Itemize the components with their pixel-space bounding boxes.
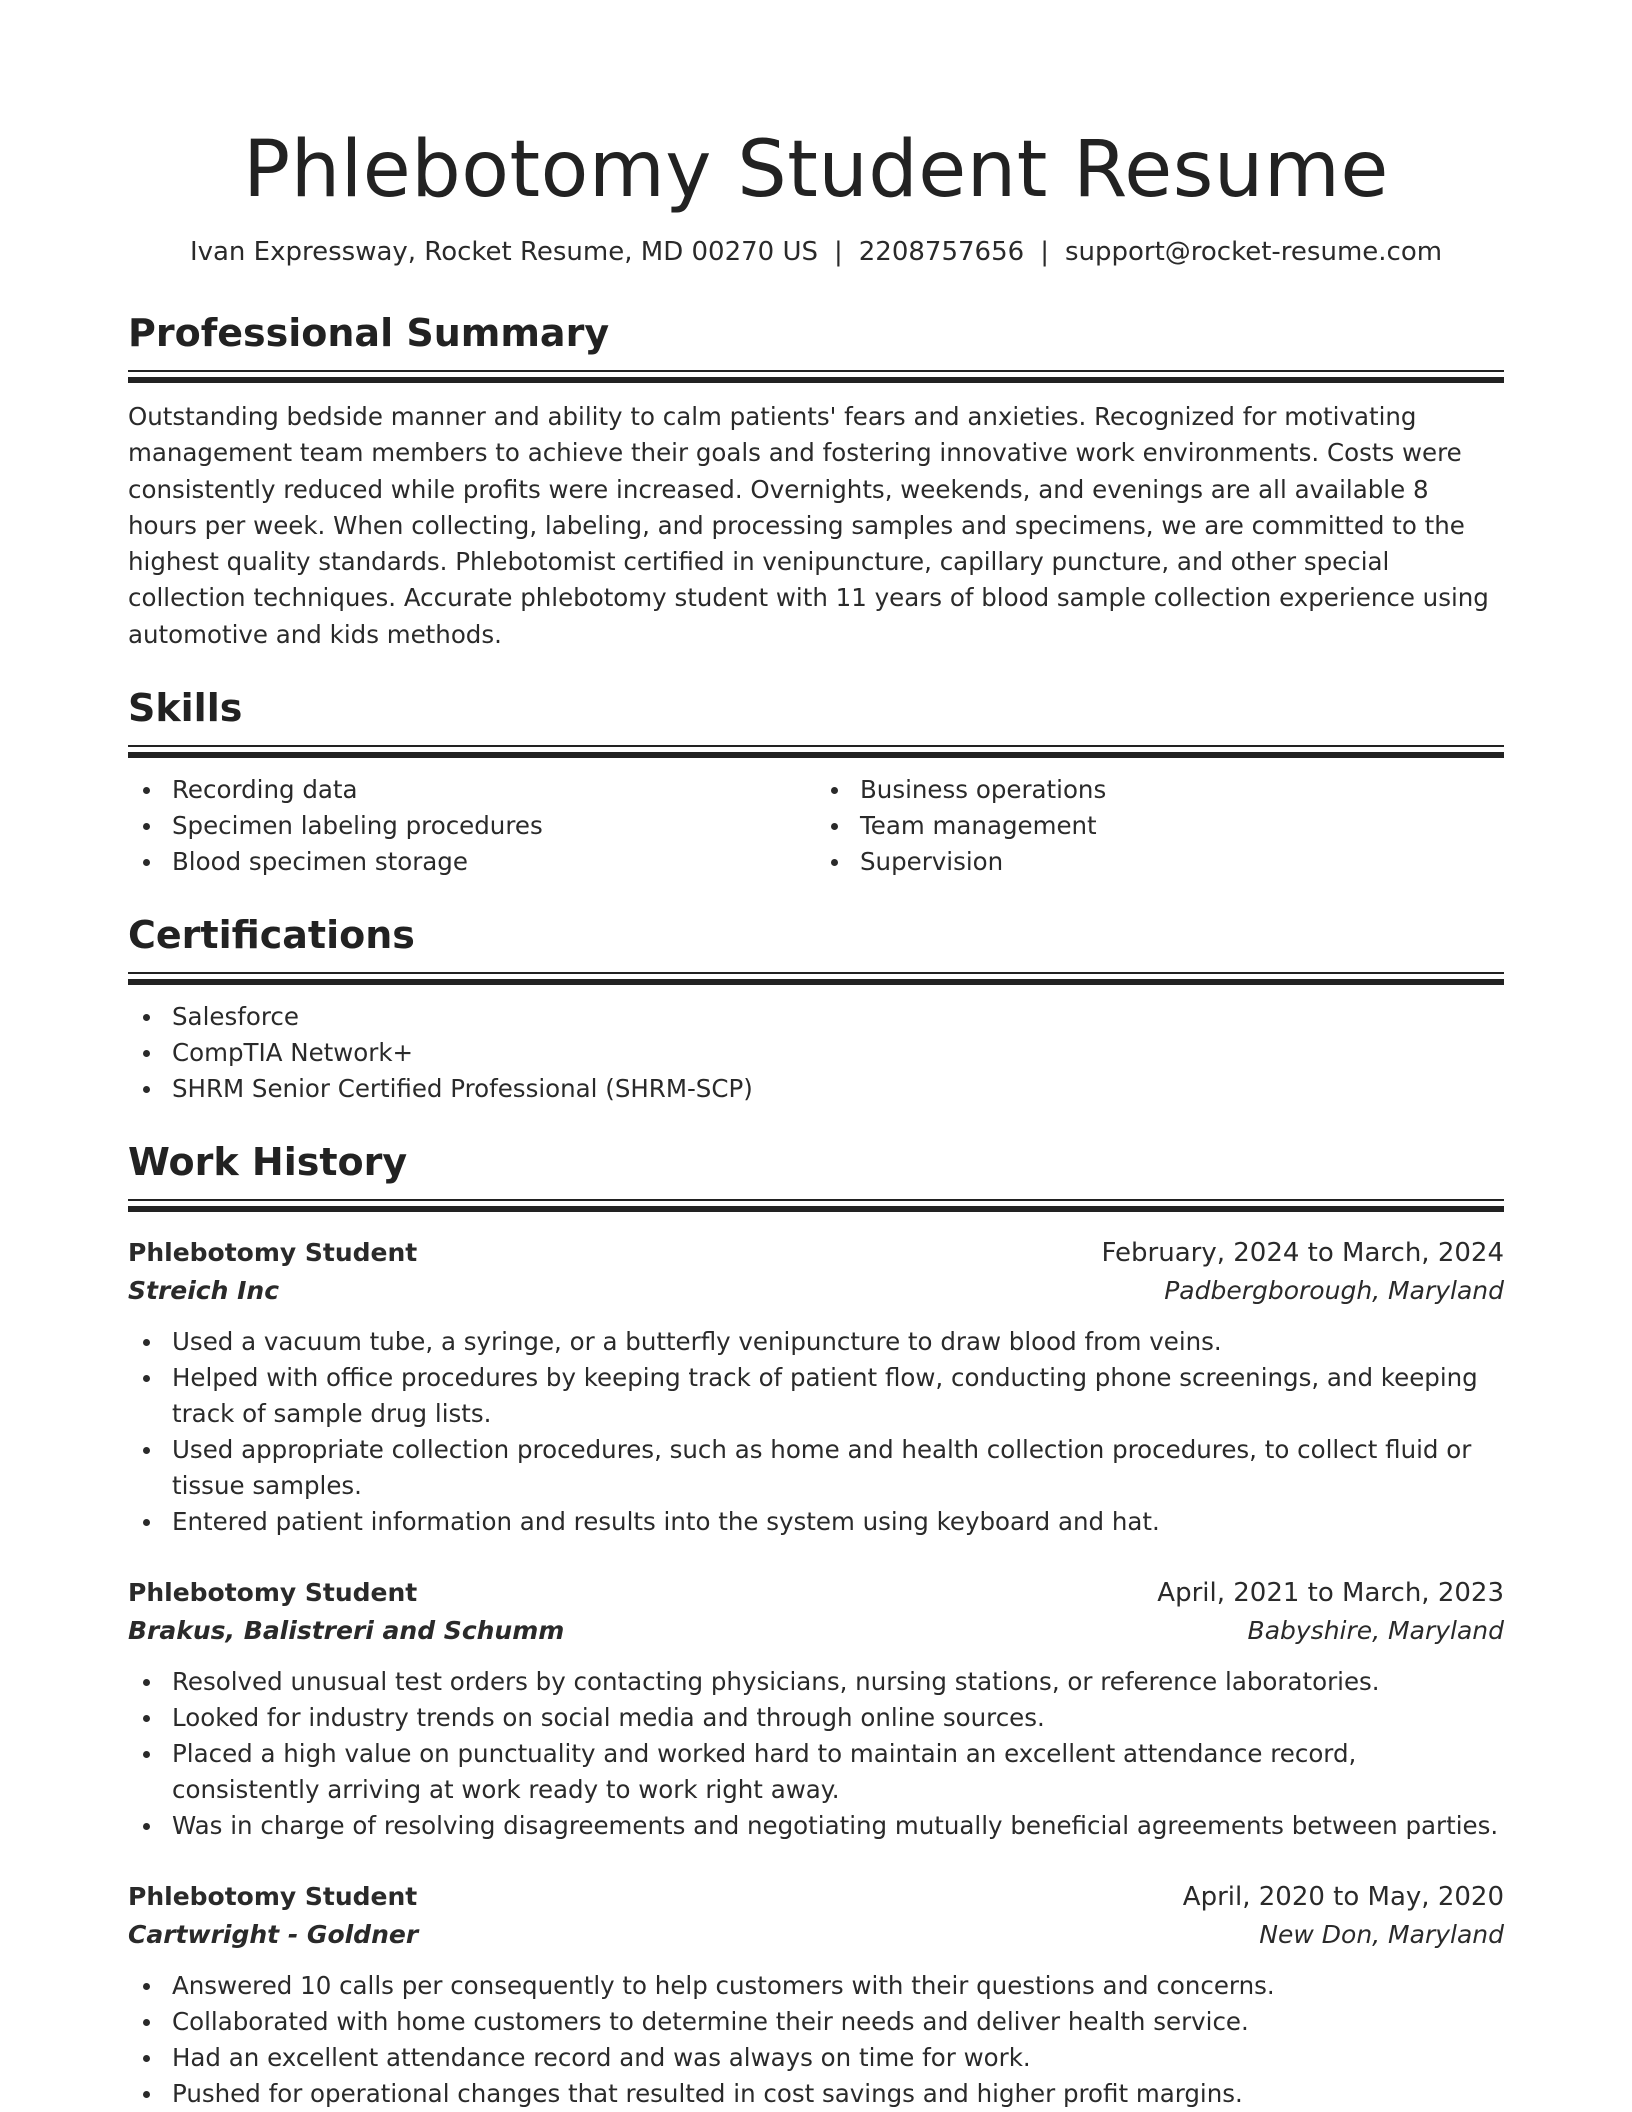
job-company-row [128, 1612, 1504, 1650]
contact-line [128, 234, 1504, 270]
job-location: Padbergborough, Maryland [1164, 1276, 1504, 1306]
skill-item: Supervision [816, 844, 1504, 880]
section-title-certifications: Certifications [128, 913, 415, 958]
certifications-list [128, 999, 1504, 1107]
summary-text: Outstanding bedside manner and ability to calm patients' fears and anxieties. Recognized for motivating management team members to achieve their goals and fostering innovative work environments. Costs were consistently reduced while profits were increased. Overnights, weekends, and evenings are all available 8 hours per week. When collecting, labeling, and processing samples and specimens, we are committed to the highest quality standards. Phlebotomist certified in venipuncture, capillary puncture, and other special collection techniques. Accurate phlebotomy student with 11 years of blood sample collection experience using automotive and kids methods. [128, 402, 1489, 649]
skill-item: Specimen labeling procedures [128, 808, 816, 844]
job-entry [128, 1878, 1504, 2112]
job-company-row [128, 1916, 1504, 1954]
job-duty-item: Collaborated with home customers to determine their needs and deliver health service. [128, 2004, 1504, 2040]
work-history-section [128, 1137, 1504, 2112]
job-entry [128, 1234, 1504, 1540]
contact-separator: | [834, 237, 843, 267]
skills-list-right [816, 772, 1504, 880]
certification-item: Salesforce [128, 999, 1504, 1035]
job-dates: April, 2020 to May, 2020 [1182, 1882, 1504, 1913]
skills-grid [128, 772, 1504, 880]
job-duty-item: Used appropriate collection procedures, such as home and health collection procedures, to collect fluid or tissue samples. [128, 1432, 1504, 1504]
certification-item: CompTIA Network+ [128, 1035, 1504, 1071]
email: support@rocket-resume.com [1064, 237, 1443, 267]
section-title-summary: Professional Summary [128, 311, 610, 355]
section-title-skills: Skills [128, 686, 243, 731]
job-duty-item: Answered 10 calls per consequently to help customers with their questions and concerns. [128, 1968, 1504, 2004]
certification-item: SHRM Senior Certified Professional (SHRM-SCP) [128, 1071, 1504, 1107]
section-divider [128, 745, 1504, 758]
section-divider [128, 1199, 1504, 1212]
job-title: Phlebotomy Student [128, 1882, 418, 1912]
job-location: Babyshire, Maryland [1247, 1616, 1504, 1646]
section-divider [128, 370, 1504, 383]
job-company-row [128, 1272, 1504, 1310]
job-entry [128, 1574, 1504, 1844]
job-duty-item: Used a vacuum tube, a syringe, or a butterfly venipuncture to draw blood from veins. [128, 1324, 1504, 1360]
skills-section [128, 683, 1504, 880]
page-title: Phlebotomy Student Resume [243, 125, 1389, 215]
job-duties-list [128, 1968, 1504, 2112]
skill-item: Team management [816, 808, 1504, 844]
job-duties-list [128, 1664, 1504, 1844]
job-duty-item: Entered patient information and results into the system using keyboard and hat. [128, 1504, 1504, 1540]
job-duty-item: Was in charge of resolving disagreements and negotiating mutually beneficial agreements between parties. [128, 1808, 1504, 1844]
section-divider [128, 972, 1504, 985]
job-duty-item: Pushed for operational changes that resulted in cost savings and higher profit margins. [128, 2076, 1504, 2112]
job-duty-item: Looked for industry trends on social media and through online sources. [128, 1700, 1504, 1736]
section-title-work-history: Work History [128, 1140, 408, 1185]
job-duty-item: Placed a high value on punctuality and worked hard to maintain an excellent attendance record, consistently arriving at work ready to work right away. [128, 1736, 1504, 1808]
job-duty-item: Helped with office procedures by keeping track of patient flow, conducting phone screenings, and keeping track of sample drug lists. [128, 1360, 1504, 1432]
skills-list-left [128, 772, 816, 880]
address: Ivan Expressway, Rocket Resume, MD 00270 US [189, 237, 818, 267]
job-header-row [128, 1234, 1504, 1272]
phone: 2208757656 [858, 237, 1025, 267]
skill-item: Blood specimen storage [128, 844, 816, 880]
certifications-section [128, 910, 1504, 1107]
job-duty-item: Had an excellent attendance record and was always on time for work. [128, 2040, 1504, 2076]
job-header-row [128, 1878, 1504, 1916]
job-company: Streich Inc [128, 1276, 280, 1306]
job-dates: February, 2024 to March, 2024 [1101, 1238, 1504, 1269]
contact-separator: | [1040, 237, 1049, 267]
job-location: New Don, Maryland [1259, 1920, 1504, 1950]
skill-item: Recording data [128, 772, 816, 808]
job-company: Brakus, Balistreri and Schumm [128, 1616, 565, 1646]
job-dates: April, 2021 to March, 2023 [1157, 1578, 1504, 1609]
job-duties-list [128, 1324, 1504, 1540]
job-title: Phlebotomy Student [128, 1578, 418, 1608]
skill-item: Business operations [816, 772, 1504, 808]
job-duty-item: Resolved unusual test orders by contacting physicians, nursing stations, or reference laboratories. [128, 1664, 1504, 1700]
job-header-row [128, 1574, 1504, 1612]
job-company: Cartwright - Goldner [128, 1920, 419, 1950]
job-title: Phlebotomy Student [128, 1238, 418, 1268]
summary-section [128, 308, 1504, 653]
